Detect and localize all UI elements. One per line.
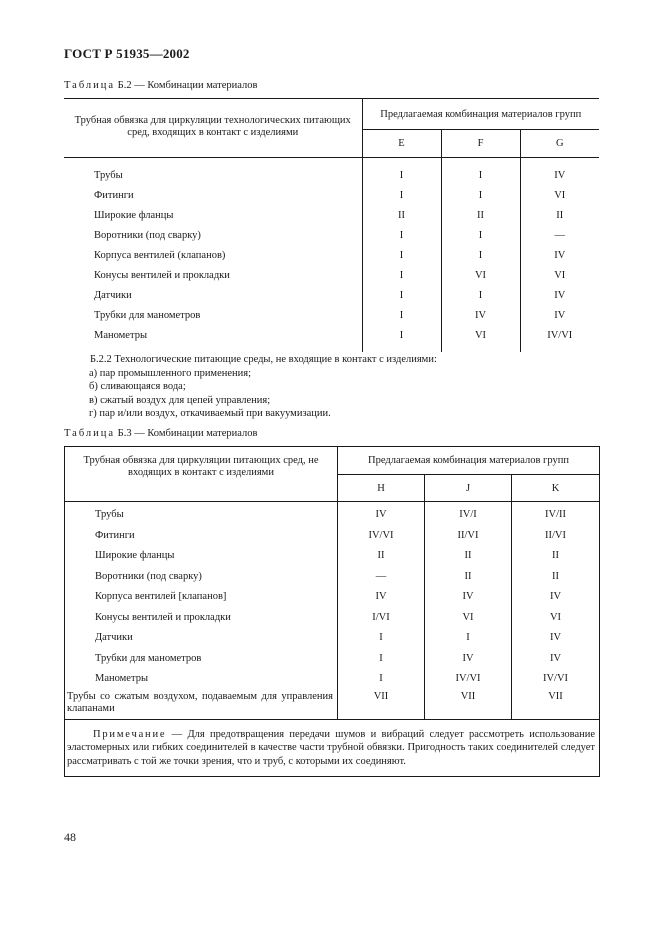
page-number: 48 — [64, 830, 76, 844]
table-row — [64, 286, 599, 306]
row-label: Трубы — [64, 166, 362, 186]
row-label: Корпуса вентилей (клапанов) — [64, 246, 362, 266]
cell-value: IV — [338, 505, 425, 526]
cell-value: IV/VI — [542, 673, 569, 685]
cell-value: — — [554, 230, 565, 241]
row-label: Датчики — [64, 286, 362, 306]
list-item: в) сжатый воздух для цепей управления; — [89, 394, 271, 406]
table-b3-note-row — [65, 719, 600, 777]
cell-value: I — [338, 669, 425, 690]
cell-value: IV — [441, 306, 520, 326]
table-row — [64, 266, 599, 286]
table-row — [65, 525, 600, 546]
row-label: Корпуса вентилей [клапанов] — [65, 587, 338, 608]
cell-value: I — [362, 306, 441, 326]
cell-value: II — [556, 210, 564, 221]
table-row — [64, 226, 599, 246]
row-label: Широкие фланцы — [65, 546, 338, 567]
table-b3-caption-title: Б.3 — Комбинации материалов — [115, 428, 258, 439]
cell-value: I — [362, 226, 441, 246]
row-label: Трубки для манометров — [64, 306, 362, 326]
table-b3-code-h: H — [338, 475, 425, 502]
table-b2-group-header: Предлагаемая комбинация материалов групп — [362, 99, 599, 130]
table-b3-code-j: J — [425, 475, 512, 502]
cell-value: II — [425, 566, 512, 587]
cell-value: I — [441, 166, 520, 186]
cell-value: II/VI — [425, 525, 512, 546]
cell-value: IV/VI — [425, 669, 512, 690]
document-standard-header: ГОСТ Р 51935—2002 — [64, 46, 190, 61]
table-b2-code-f: F — [441, 130, 520, 158]
row-label: Трубы со сжатым воздухом, подаваемым для управления клапанами — [65, 689, 338, 719]
cell-value: I — [441, 186, 520, 206]
cell-value: IV/VI — [338, 525, 425, 546]
cell-value: IV — [425, 648, 512, 669]
cell-value: I — [362, 326, 441, 346]
table-b3-header-label: Трубная обвязка для циркуляции питающих сред, не входящих в контакт с изделиями — [65, 447, 338, 502]
cell-value: I — [362, 166, 441, 186]
table-b2-caption — [64, 80, 258, 91]
row-label: Воротники (под сварку) — [64, 226, 362, 246]
cell-value: IV — [554, 290, 566, 301]
cell-value: I — [441, 246, 520, 266]
cell-value: I — [425, 628, 512, 649]
table-row — [65, 628, 600, 649]
table-row — [65, 546, 600, 567]
table-b3-header-row — [65, 447, 600, 475]
cell-value: IV — [549, 652, 562, 664]
table-b2-code-g: G — [520, 130, 599, 158]
table-row — [65, 587, 600, 608]
table-row — [65, 505, 600, 526]
cell-value: IV/II — [545, 509, 567, 521]
cell-value: II — [552, 550, 560, 562]
cell-value: I — [441, 226, 520, 246]
cell-value: IV/VI — [547, 330, 573, 341]
cell-value: IV — [549, 632, 562, 644]
list-item: г) пар и/или воздух, откачиваемый при вакуумизации. — [89, 408, 331, 419]
cell-value: II — [552, 570, 560, 582]
row-label: Конусы вентилей и прокладки — [65, 607, 338, 628]
table-b3-group-header: Предлагаемая комбинация материалов групп — [338, 447, 600, 475]
row-label: Трубы — [65, 505, 338, 526]
table-b3 — [64, 446, 600, 777]
list-item: б) сливающаяся вода; — [89, 381, 186, 392]
table-b2-header-label: Трубная обвязка для циркуляции технологических питающих сред, входящих в контакт с изделиями — [64, 99, 362, 158]
row-label: Манометры — [65, 669, 338, 690]
cell-value: II/VI — [545, 529, 567, 541]
table-b2-header-row — [64, 99, 599, 130]
table-row — [64, 206, 599, 226]
cell-value: VI — [554, 270, 566, 281]
table-row — [64, 306, 599, 326]
cell-value: — — [338, 566, 425, 587]
cell-value: IV — [338, 587, 425, 608]
cell-value: I — [441, 286, 520, 306]
cell-value: IV/I — [425, 505, 512, 526]
table-row — [65, 669, 600, 690]
row-label: Трубки для манометров — [65, 648, 338, 669]
cell-value: VI — [549, 611, 562, 623]
table-row — [64, 166, 599, 186]
cell-value: VI — [425, 607, 512, 628]
cell-value: I — [362, 286, 441, 306]
cell-value: IV — [425, 587, 512, 608]
table-row — [64, 186, 599, 206]
row-label: Фитинги — [65, 525, 338, 546]
cell-value: IV — [554, 250, 566, 261]
table-b3-caption-prefix: Таблица — [64, 428, 116, 439]
table-b2-code-e: E — [362, 130, 441, 158]
cell-value: IV — [549, 591, 562, 603]
table-row — [65, 689, 600, 719]
cell-value: I — [338, 628, 425, 649]
table-row — [64, 326, 599, 346]
cell-value: I — [338, 648, 425, 669]
table-b3-caption — [64, 428, 258, 439]
cell-value: VI — [441, 266, 520, 286]
cell-value: IV — [554, 170, 566, 181]
cell-value: II — [441, 206, 520, 226]
cell-value: VI — [554, 190, 566, 201]
table-b2-caption-title: Б.2 — Комбинации материалов — [115, 80, 258, 91]
cell-value: II — [362, 206, 441, 226]
note-prefix: Примечание — [93, 728, 167, 740]
table-row — [65, 566, 600, 587]
cell-value: I — [362, 186, 441, 206]
table-row — [65, 607, 600, 628]
row-label: Манометры — [64, 326, 362, 346]
table-row — [65, 648, 600, 669]
table-row — [64, 246, 599, 266]
table-b2 — [64, 98, 599, 352]
row-label: Датчики — [65, 628, 338, 649]
cell-value: II — [338, 546, 425, 567]
cell-value: VII — [425, 689, 512, 719]
cell-value: I — [362, 246, 441, 266]
row-label: Широкие фланцы — [64, 206, 362, 226]
cell-value: VII — [512, 689, 600, 719]
row-label: Фитинги — [64, 186, 362, 206]
cell-value: VI — [441, 326, 520, 346]
section-b22-heading: Б.2.2 Технологические питающие среды, не входящие в контакт с изделиями: — [90, 354, 437, 365]
cell-value: VII — [338, 689, 425, 719]
cell-value: I/VI — [338, 607, 425, 628]
cell-value: IV — [554, 310, 566, 321]
table-b2-caption-prefix: Таблица — [64, 80, 116, 91]
row-label: Воротники (под сварку) — [65, 566, 338, 587]
note-text: — Для предотвращения передачи шумов и вибраций следует рассмотреть использование эластомерных или гибких соединителей в качестве части трубной обвязки. Пригодность таких соединителей следует рассматривать с той же точки зрения, что и труб, с которыми их соединяют. — [67, 728, 596, 767]
cell-value: I — [362, 266, 441, 286]
row-label: Конусы вентилей и прокладки — [64, 266, 362, 286]
section-b22 — [90, 353, 437, 421]
table-b3-note — [65, 719, 600, 777]
cell-value: II — [425, 546, 512, 567]
table-b3-code-k: K — [512, 475, 600, 502]
list-item: а) пар промышленного применения; — [89, 367, 252, 379]
